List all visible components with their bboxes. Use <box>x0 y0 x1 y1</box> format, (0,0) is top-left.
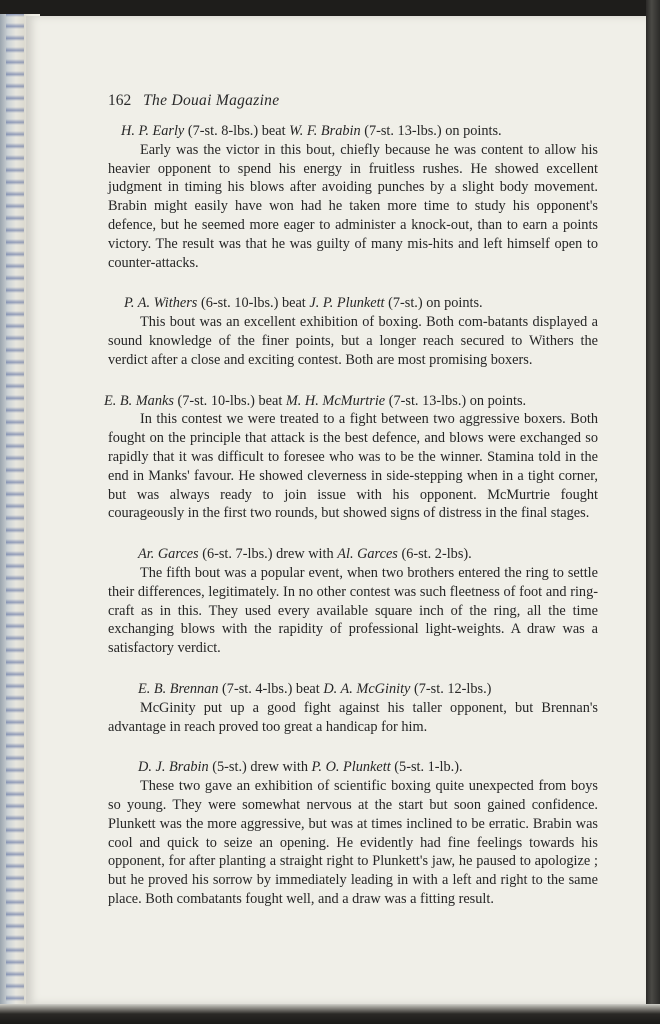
book-bottom-edge <box>0 1004 660 1024</box>
loser-name: M. H. McMurtrie <box>285 392 386 409</box>
loser-weight: (7-st.) <box>388 295 423 312</box>
bout-result: on points. <box>445 123 502 139</box>
running-header <box>108 92 279 110</box>
loser-name: D. A. McGinity <box>323 680 411 697</box>
winner-name: H. P. Early <box>121 123 185 139</box>
winner-weight: (6-st. 10-lbs.) <box>200 295 279 312</box>
loser-name: P. O. Plunkett <box>311 759 391 776</box>
bout-heading <box>108 758 598 777</box>
winner-name: E. B. Manks <box>104 392 174 409</box>
bout-report <box>104 392 598 524</box>
bout-heading <box>108 680 598 699</box>
winner-name: D. J. Brabin <box>138 759 209 776</box>
winner-name: E. B. Brennan <box>138 680 219 697</box>
book-right-edge <box>646 0 660 1024</box>
running-title: The Douai Magazine <box>143 92 280 109</box>
loser-weight: (7-st. 12-lbs.) <box>413 680 492 697</box>
winner-weight: (7-st. 8-lbs.) <box>187 123 259 139</box>
bout-description: This bout was an excellent exhibition of boxing. Both com-batants displayed a sound knowledge of the finer points, but a longer reach secured to Withers the verdict after a close and exciting contest. Both are most promising boxers. <box>108 314 598 368</box>
winner-weight: (7-st. 10-lbs.) <box>177 392 255 409</box>
winner-weight: (7-st. 4-lbs.) <box>222 680 293 697</box>
bout-report <box>108 680 598 736</box>
bout-result: on points. <box>469 392 527 409</box>
loser-weight: (5-st. 1-lb.). <box>394 759 463 776</box>
loser-name: Al. Garces <box>337 546 398 563</box>
loser-name: J. P. Plunkett <box>309 295 385 312</box>
bout-report <box>108 122 598 272</box>
winner-weight: (5-st.) <box>212 759 247 776</box>
bout-result: on points. <box>426 295 483 312</box>
loser-weight: (7-st. 13-lbs.) <box>364 123 442 139</box>
bout-description: McGinity put up a good fight against his taller opponent, but Brennan's advantage in reach proved too great a handicap for him. <box>108 699 598 735</box>
bout-report <box>108 294 598 369</box>
page-number: 162 <box>108 92 132 109</box>
winner-name: P. A. Withers <box>124 295 198 312</box>
loser-name: W. F. Brabin <box>289 123 361 139</box>
bout-heading <box>104 392 598 411</box>
bout-verb: beat <box>258 392 283 409</box>
bout-heading <box>108 545 598 564</box>
article-body <box>104 122 598 909</box>
loser-weight: (7-st. 13-lbs.) <box>388 392 467 409</box>
bout-report <box>108 758 598 908</box>
bout-verb: beat <box>295 680 320 697</box>
winner-name: Ar. Garces <box>138 546 199 563</box>
bout-verb: beat <box>281 295 306 312</box>
bout-report <box>108 545 598 658</box>
bout-heading <box>108 122 598 141</box>
bout-description: The fifth bout was a popular event, when two brothers entered the ring to settle their differences, legitimately. In no other contest was such fleetness of foot and ring-craft as in this. They used every available square inch of the ring, all the time exchanging blows with the rapidity of professional light-weights. A draw was a satisfactory verdict. <box>108 564 598 657</box>
bout-verb: beat <box>261 123 286 139</box>
winner-weight: (6-st. 7-lbs.) <box>202 546 273 563</box>
bout-verb: drew with <box>250 759 308 776</box>
bout-heading <box>108 294 598 313</box>
loser-weight: (6-st. 2-lbs). <box>401 546 472 563</box>
bout-description: These two gave an exhibition of scientific boxing quite unexpected from boys so young. They were somewhat nervous at the start but soon gained confidence. Plunkett was the more aggressive, but was at times inclined to be erratic. Brabin was cool and quick to seize an opening. He evidently had fine feelings towards his opponent, for after planting a straight right to Plunkett's jaw, he paused to apologize ; but he proved his sorrow by immediately leading in with a left and right to the same place. Both combatants fought well, and a draw was a fitting result. <box>108 778 598 907</box>
bout-verb: drew with <box>276 546 334 563</box>
bout-description: In this contest we were treated to a fight between two aggressive boxers. Both fought on the principle that attack is the best defence, and blows were exchanged so rapidly that it was difficult to foresee who was to be the winner. Stamina told in the end in Manks' favour. He showed cleverness in side-stepping when in a tight corner, but was always ready to join issue with his opponent. McMurtrie fought courageously in the first two rounds, but showed signs of distress in the final stages. <box>108 411 598 522</box>
bout-description: Early was the victor in this bout, chiefly because he was content to allow his heavier opponent to spend his energy in fruitless rushes. He showed excellent judgment in timing his blows after avoiding punches by a slight body movement. Brabin might easily have won had he taken more time to study his opponent's defence, but he seemed more eager to administer a knock-out, than to earn a points victory. The result was that he was guilty of many mis-hits and left himself open to counter-attacks. <box>108 141 598 271</box>
